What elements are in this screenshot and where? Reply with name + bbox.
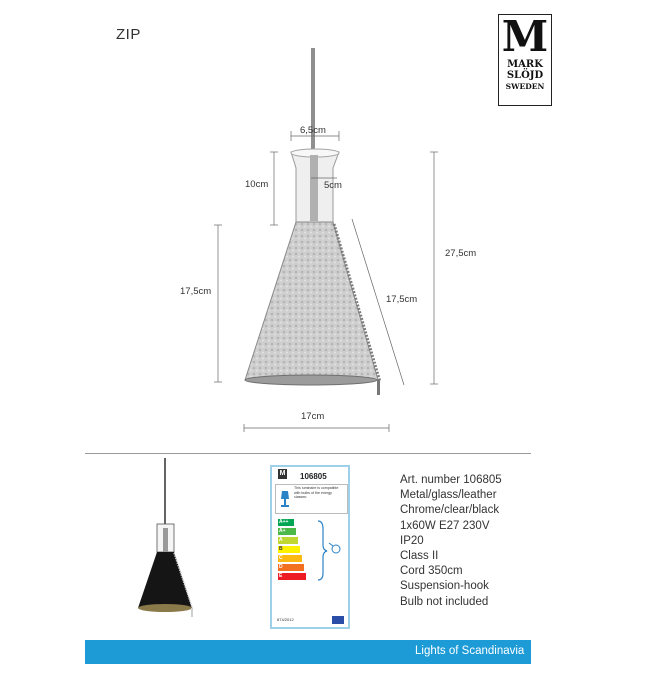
energy-bar-a: A (278, 537, 298, 544)
bulb-holder (310, 155, 318, 221)
energy-label (270, 465, 350, 629)
label-neck-width: 5cm (324, 180, 342, 191)
energy-info-text: This luminaire is compatible with bulbs of the energy classes: (294, 486, 339, 499)
brace-bulb-icon (316, 519, 346, 583)
product-title: ZIP (116, 26, 141, 43)
spec-bulb: 1x60W E27 230V (400, 519, 490, 532)
energy-label-regulation: 874/2012 (277, 617, 294, 622)
spec-finish: Chrome/clear/black (400, 504, 500, 517)
label-top-width: 6,5cm (300, 125, 326, 136)
energy-bar-a-plus: A+ (278, 528, 296, 535)
logo-line3: SWEDEN (505, 82, 545, 91)
spec-article: Art. number 106805 (400, 474, 502, 486)
footer-bar (85, 640, 531, 664)
energy-bar-c: C (278, 555, 302, 562)
spec-ip: IP20 (400, 534, 424, 547)
dim-top-height (270, 152, 278, 225)
logo-line1: MARK (507, 59, 543, 70)
logo-line2: SLÖJD (506, 70, 544, 81)
zipper-pull (377, 380, 380, 395)
eu-flag-icon (332, 616, 344, 624)
spec-mount: Suspension-hook (400, 580, 489, 593)
cord (311, 48, 315, 154)
energy-bar-b: B (278, 546, 300, 553)
energy-bar-e: E (278, 573, 306, 580)
spec-list (400, 473, 502, 610)
leather-shade (245, 222, 378, 380)
product-photo (120, 458, 230, 638)
dim-bottom-width (244, 424, 389, 432)
spec-material: Metal/glass/leather (400, 489, 497, 502)
label-overall-height: 27,5cm (445, 248, 477, 259)
spec-cord: Cord 350cm (400, 565, 463, 578)
label-left-height: 17,5cm (180, 286, 212, 297)
dim-overall-height (430, 152, 438, 384)
logo-letter: M (501, 12, 549, 61)
energy-bar-a-plus-plus: A++ (278, 519, 294, 526)
energy-label-info (275, 484, 348, 514)
energy-bar-d: D (278, 564, 304, 571)
footer-text: Lights of Scandinavia (415, 645, 525, 657)
lamp-icon (280, 489, 290, 507)
energy-label-logo: M (279, 470, 286, 477)
spec-bulb-note: Bulb not included (400, 595, 489, 608)
dim-left-height (214, 225, 222, 382)
energy-label-article: 106805 (300, 472, 327, 481)
divider (85, 453, 531, 454)
label-slant-height: 17,5cm (386, 294, 418, 305)
label-bottom-width: 17cm (301, 411, 325, 422)
label-top-height: 10cm (245, 179, 269, 190)
spec-class: Class II (400, 550, 439, 563)
